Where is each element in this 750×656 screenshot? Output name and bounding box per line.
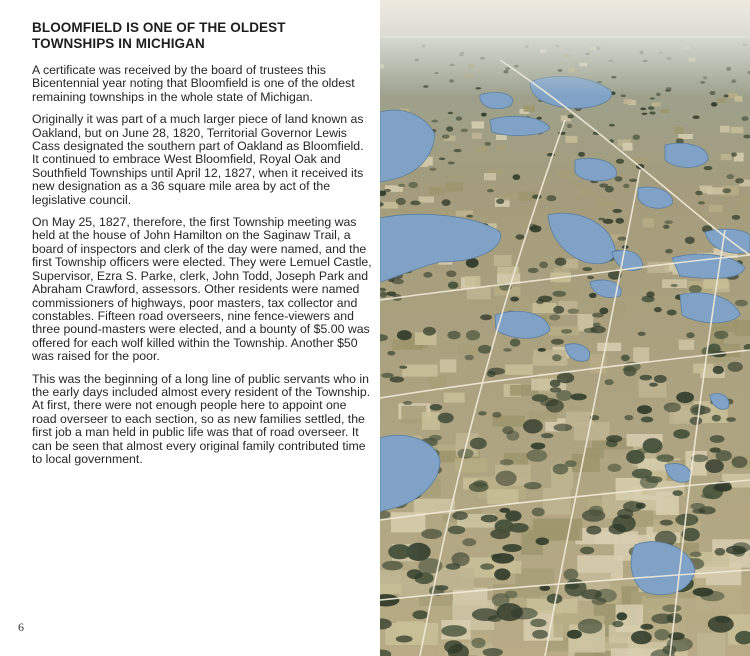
- tree-cluster: [530, 225, 542, 232]
- farm-field: [402, 365, 438, 377]
- tree-cluster: [392, 279, 404, 285]
- tree-cluster: [456, 116, 462, 120]
- tree-cluster: [707, 344, 720, 354]
- tree-cluster: [430, 404, 443, 411]
- tree-cluster: [675, 514, 698, 526]
- farm-field: [381, 202, 398, 209]
- tree-cluster: [448, 282, 458, 289]
- tree-cluster: [532, 630, 548, 639]
- tree-cluster: [516, 234, 525, 239]
- farm-field: [574, 422, 609, 441]
- tree-cluster: [448, 161, 455, 164]
- tree-cluster: [667, 310, 677, 316]
- farm-field: [487, 489, 518, 504]
- tree-cluster: [617, 237, 626, 241]
- tree-cluster: [663, 225, 670, 229]
- tree-cluster: [557, 373, 575, 384]
- tree-cluster: [695, 191, 703, 196]
- tree-cluster: [686, 332, 694, 338]
- farm-field: [422, 412, 440, 430]
- tree-cluster: [441, 625, 467, 637]
- tree-cluster: [465, 355, 474, 361]
- tree-cluster: [668, 632, 684, 640]
- tree-cluster: [553, 306, 564, 314]
- paragraph: Originally it was part of a much larger piece of land known as Oakland, but on June 28, 1820, Territorial Governor Lewis Cass designated the southern part of Oakland as Bloomfield. It continued to embrace West Bloomfield, Royal Oak and Southfield Townships until April 12, 1827, when it received its new designation as a 36 square mile area by act of the legislative council.: [32, 112, 364, 207]
- tree-cluster: [412, 610, 428, 619]
- tree-cluster: [510, 339, 521, 347]
- tree-cluster: [623, 184, 629, 188]
- sky: [380, 0, 750, 40]
- farm-field: [697, 633, 725, 656]
- tree-cluster: [549, 314, 560, 320]
- tree-cluster: [524, 482, 542, 489]
- tree-cluster: [590, 326, 605, 334]
- tree-cluster: [488, 368, 505, 375]
- tree-cluster: [735, 178, 744, 183]
- tree-cluster: [462, 538, 476, 546]
- farm-field: [579, 189, 596, 196]
- farm-field: [598, 199, 617, 206]
- heading-line-2: TOWNSHIPS IN MICHIGAN: [32, 36, 205, 51]
- tree-cluster: [640, 108, 646, 111]
- tree-cluster: [664, 220, 673, 224]
- tree-cluster: [731, 152, 737, 156]
- tree-cluster: [580, 547, 594, 555]
- tree-cluster: [396, 198, 406, 205]
- tree-cluster: [723, 188, 732, 193]
- farm-field: [533, 303, 557, 313]
- tree-cluster: [510, 297, 519, 302]
- tree-cluster: [589, 506, 604, 517]
- farm-field: [643, 218, 655, 227]
- tree-cluster: [410, 201, 420, 206]
- tree-cluster: [480, 563, 494, 569]
- farm-field: [477, 147, 487, 153]
- tree-cluster: [387, 351, 395, 356]
- tree-cluster: [636, 503, 646, 509]
- tree-cluster: [704, 166, 713, 170]
- tree-cluster: [554, 424, 573, 432]
- tree-cluster: [714, 331, 728, 339]
- tree-cluster: [640, 624, 653, 630]
- farm-field: [566, 136, 578, 143]
- tree-cluster: [531, 443, 546, 450]
- paragraph: On May 25, 1827, therefore, the first Township meeting was held at the house of John Hamilton on the Saginaw Trail, a board of inspectors and clerk of the day were named, and the first Township officers were elected. They were Lemuel Castle, Supervisor, Ezra S. Parke, clerk, John Todd, Joseph Park and Abraham Crawford, assessors. Other residents were named commissioners of highways, poor masters, tax collector and constables. Fifteen road overseers, nine fence-viewers and three pound-masters were elected, and a bounty of $5.00 was offered for each wolf killed within the Township. Another $50 was raised for the poor.: [32, 215, 372, 364]
- tree-cluster: [640, 375, 653, 381]
- tree-cluster: [442, 135, 450, 139]
- tree-cluster: [485, 142, 492, 146]
- aerial-landscape-illustration: [380, 0, 750, 656]
- tree-cluster: [609, 524, 626, 535]
- tree-cluster: [629, 179, 637, 182]
- tree-cluster: [500, 459, 514, 465]
- tree-cluster: [472, 608, 499, 621]
- tree-cluster: [423, 272, 432, 278]
- farm-field: [533, 356, 568, 365]
- tree-cluster: [615, 176, 623, 181]
- tree-cluster: [407, 569, 423, 579]
- tree-cluster: [589, 293, 597, 298]
- tree-cluster: [539, 262, 548, 269]
- tree-cluster: [469, 482, 489, 492]
- farm-field: [674, 127, 683, 134]
- farm-field: [652, 102, 660, 106]
- farm-field: [717, 98, 725, 103]
- tree-cluster: [631, 631, 652, 645]
- farm-field: [731, 127, 744, 133]
- tree-cluster: [605, 186, 614, 193]
- farm-field: [633, 347, 649, 362]
- tree-cluster: [567, 630, 582, 639]
- tree-cluster: [480, 314, 492, 320]
- page-number: 6: [18, 620, 24, 634]
- tree-cluster: [481, 515, 498, 523]
- farm-field: [494, 255, 512, 266]
- tree-cluster: [570, 393, 586, 400]
- tree-cluster: [599, 308, 608, 315]
- tree-cluster: [536, 538, 550, 546]
- tree-cluster: [567, 124, 572, 128]
- farm-field: [380, 570, 412, 584]
- tree-cluster: [578, 152, 585, 157]
- farm-field: [516, 568, 555, 596]
- tree-cluster: [423, 327, 436, 336]
- tree-cluster: [632, 469, 652, 479]
- tree-cluster: [561, 329, 572, 334]
- tree-cluster: [732, 542, 750, 552]
- tree-cluster: [742, 116, 749, 121]
- article-heading: [32, 20, 362, 52]
- tree-cluster: [382, 561, 403, 571]
- tree-cluster: [397, 330, 412, 340]
- farm-field: [557, 171, 573, 179]
- farm-field: [496, 135, 507, 140]
- farm-field: [484, 173, 496, 180]
- farm-field: [505, 365, 533, 375]
- tree-cluster: [713, 366, 724, 374]
- tree-cluster: [660, 520, 673, 526]
- tree-cluster: [711, 102, 717, 107]
- tree-cluster: [651, 614, 673, 624]
- tree-cluster: [643, 438, 663, 453]
- tree-cluster: [448, 112, 453, 115]
- tree-cluster: [390, 376, 404, 382]
- tree-cluster: [438, 413, 454, 424]
- tree-cluster: [567, 114, 573, 118]
- farm-field: [720, 126, 730, 133]
- tree-cluster: [471, 638, 485, 648]
- tree-cluster: [495, 519, 514, 533]
- tree-cluster: [550, 387, 562, 392]
- tree-cluster: [541, 433, 553, 438]
- tree-cluster: [565, 460, 577, 467]
- tree-cluster: [735, 300, 748, 307]
- heading-line-1: BLOOMFIELD IS ONE OF THE OLDEST: [32, 20, 286, 35]
- tree-cluster: [642, 113, 648, 115]
- tree-cluster: [398, 184, 405, 187]
- farm-field: [624, 99, 633, 104]
- tree-cluster: [715, 616, 731, 623]
- tree-cluster: [538, 348, 546, 352]
- tree-cluster: [431, 120, 438, 123]
- tree-cluster: [698, 201, 705, 204]
- farm-field: [440, 359, 457, 372]
- tree-cluster: [568, 309, 579, 314]
- tree-cluster: [496, 471, 517, 486]
- tree-cluster: [616, 612, 627, 620]
- farm-field: [429, 187, 445, 194]
- tree-cluster: [403, 401, 412, 405]
- tree-cluster: [586, 526, 601, 535]
- tree-cluster: [710, 435, 725, 443]
- aerial-landscape-image: [380, 0, 750, 656]
- tree-cluster: [384, 189, 391, 192]
- tree-cluster: [478, 345, 492, 354]
- tree-cluster: [452, 511, 468, 520]
- tree-cluster: [492, 553, 514, 564]
- tree-cluster: [442, 199, 451, 206]
- tree-cluster: [421, 529, 442, 539]
- tree-cluster: [690, 503, 705, 510]
- tree-cluster: [552, 291, 566, 297]
- farm-field: [472, 121, 485, 128]
- tree-cluster: [665, 249, 673, 254]
- paragraph: A certificate was received by the board of trustees this Bicentennial year noting that Bloomfield is one of the oldest remaining townships in the whole state of Michigan.: [32, 63, 355, 104]
- tree-cluster: [712, 415, 721, 422]
- tree-cluster: [435, 585, 448, 591]
- tree-cluster: [605, 379, 614, 385]
- tree-cluster: [503, 348, 512, 352]
- tree-cluster: [466, 215, 473, 218]
- farm-field: [623, 143, 633, 151]
- tree-cluster: [603, 219, 614, 224]
- tree-cluster: [496, 199, 504, 204]
- farm-field: [419, 197, 435, 203]
- tree-cluster: [726, 417, 736, 422]
- tree-cluster: [609, 124, 615, 127]
- tree-cluster: [502, 544, 521, 552]
- tree-cluster: [528, 268, 539, 273]
- tree-cluster: [552, 354, 562, 361]
- tree-cluster: [466, 330, 480, 340]
- tree-cluster: [637, 405, 652, 414]
- tree-cluster: [506, 431, 519, 441]
- tree-cluster: [649, 383, 658, 387]
- tree-cluster: [530, 619, 546, 627]
- farm-field: [709, 205, 723, 213]
- tree-cluster: [538, 296, 552, 302]
- tree-cluster: [582, 267, 592, 271]
- tree-cluster: [608, 464, 622, 472]
- tree-cluster: [399, 366, 407, 369]
- tree-cluster: [481, 113, 487, 117]
- tree-cluster: [689, 285, 702, 293]
- tree-cluster: [662, 604, 681, 612]
- tree-cluster: [616, 159, 624, 164]
- tree-cluster: [685, 237, 695, 244]
- tree-cluster: [532, 508, 545, 517]
- tree-cluster: [646, 291, 654, 297]
- tree-cluster: [555, 258, 567, 266]
- tree-cluster: [429, 168, 436, 171]
- tree-cluster: [654, 629, 669, 640]
- farm-field: [736, 197, 750, 204]
- tree-cluster: [726, 174, 734, 179]
- farm-field: [734, 320, 750, 336]
- tree-cluster: [649, 111, 655, 114]
- farm-field: [597, 343, 621, 351]
- tree-cluster: [690, 552, 701, 557]
- tree-cluster: [447, 331, 460, 340]
- tree-cluster: [624, 415, 633, 420]
- tree-cluster: [693, 115, 700, 119]
- tree-cluster: [705, 459, 724, 473]
- tree-cluster: [654, 375, 667, 383]
- tree-cluster: [654, 307, 662, 312]
- tree-cluster: [408, 182, 418, 188]
- tree-cluster: [499, 508, 510, 513]
- tree-cluster: [587, 276, 594, 279]
- tree-cluster: [664, 403, 681, 413]
- tree-cluster: [396, 636, 413, 643]
- tree-cluster: [715, 548, 726, 556]
- tree-cluster: [648, 106, 655, 110]
- farm-field: [693, 364, 713, 374]
- tree-cluster: [454, 149, 462, 152]
- tree-cluster: [612, 621, 623, 627]
- tree-cluster: [671, 284, 678, 287]
- tree-cluster: [388, 544, 411, 559]
- tree-cluster: [616, 218, 625, 224]
- tree-cluster: [446, 126, 453, 131]
- tree-cluster: [673, 429, 690, 438]
- tree-cluster: [613, 209, 623, 213]
- horizon-haze: [380, 36, 750, 96]
- tree-cluster: [676, 392, 694, 403]
- tree-cluster: [710, 447, 721, 452]
- tree-cluster: [641, 417, 653, 423]
- farm-field: [735, 96, 743, 102]
- tree-cluster: [523, 419, 543, 433]
- tree-cluster: [532, 195, 542, 200]
- tree-cluster: [626, 450, 645, 464]
- tree-cluster: [439, 158, 445, 161]
- tree-cluster: [606, 435, 622, 442]
- tree-cluster: [381, 373, 393, 378]
- tree-cluster: [513, 174, 521, 180]
- farm-field: [721, 154, 732, 160]
- tree-cluster: [505, 591, 518, 599]
- tree-cluster: [551, 339, 564, 345]
- tree-cluster: [478, 411, 487, 415]
- tree-cluster: [461, 129, 468, 133]
- tree-cluster: [380, 292, 387, 298]
- tree-cluster: [617, 509, 633, 519]
- farm-field: [472, 133, 482, 139]
- tree-cluster: [497, 603, 523, 621]
- tree-cluster: [527, 449, 548, 462]
- farm-field: [543, 488, 570, 515]
- farm-field: [465, 276, 480, 286]
- tree-cluster: [532, 394, 548, 402]
- tree-cluster: [546, 399, 564, 412]
- tree-cluster: [690, 404, 706, 415]
- tree-cluster: [650, 97, 655, 99]
- farm-field: [661, 109, 669, 114]
- tree-cluster: [446, 271, 456, 278]
- farm-field: [524, 106, 535, 112]
- farm-field: [679, 340, 694, 350]
- tree-cluster: [732, 456, 748, 468]
- farm-field: [446, 182, 463, 191]
- tree-cluster: [621, 355, 630, 362]
- tree-cluster: [690, 417, 703, 425]
- tree-cluster: [564, 569, 579, 581]
- paragraph: This was the beginning of a long line of public servants who in the early days included almost every resident of the Township. At first, there were not enough people here to appoint one road overseer to each section, so as new families settled, the first job a man held in public life was that of road overseer. It can be seen that almost every original family contributed time to local government.: [32, 371, 371, 466]
- tree-cluster: [452, 552, 470, 566]
- tree-cluster: [470, 438, 487, 450]
- tree-cluster: [578, 619, 603, 634]
- tree-cluster: [672, 490, 683, 496]
- tree-cluster: [546, 195, 556, 201]
- article-body: [32, 64, 372, 475]
- farm-field: [444, 393, 465, 403]
- tree-cluster: [448, 526, 465, 535]
- farm-field: [429, 375, 446, 390]
- tree-cluster: [592, 598, 607, 605]
- tree-cluster: [638, 332, 646, 336]
- tree-cluster: [492, 412, 501, 418]
- tree-cluster: [732, 215, 741, 220]
- tree-cluster: [494, 568, 510, 580]
- tree-cluster: [633, 135, 640, 140]
- tree-cluster: [657, 454, 674, 462]
- tree-cluster: [728, 362, 743, 372]
- farm-field: [496, 144, 506, 151]
- tree-cluster: [693, 588, 714, 597]
- tree-cluster: [487, 189, 494, 192]
